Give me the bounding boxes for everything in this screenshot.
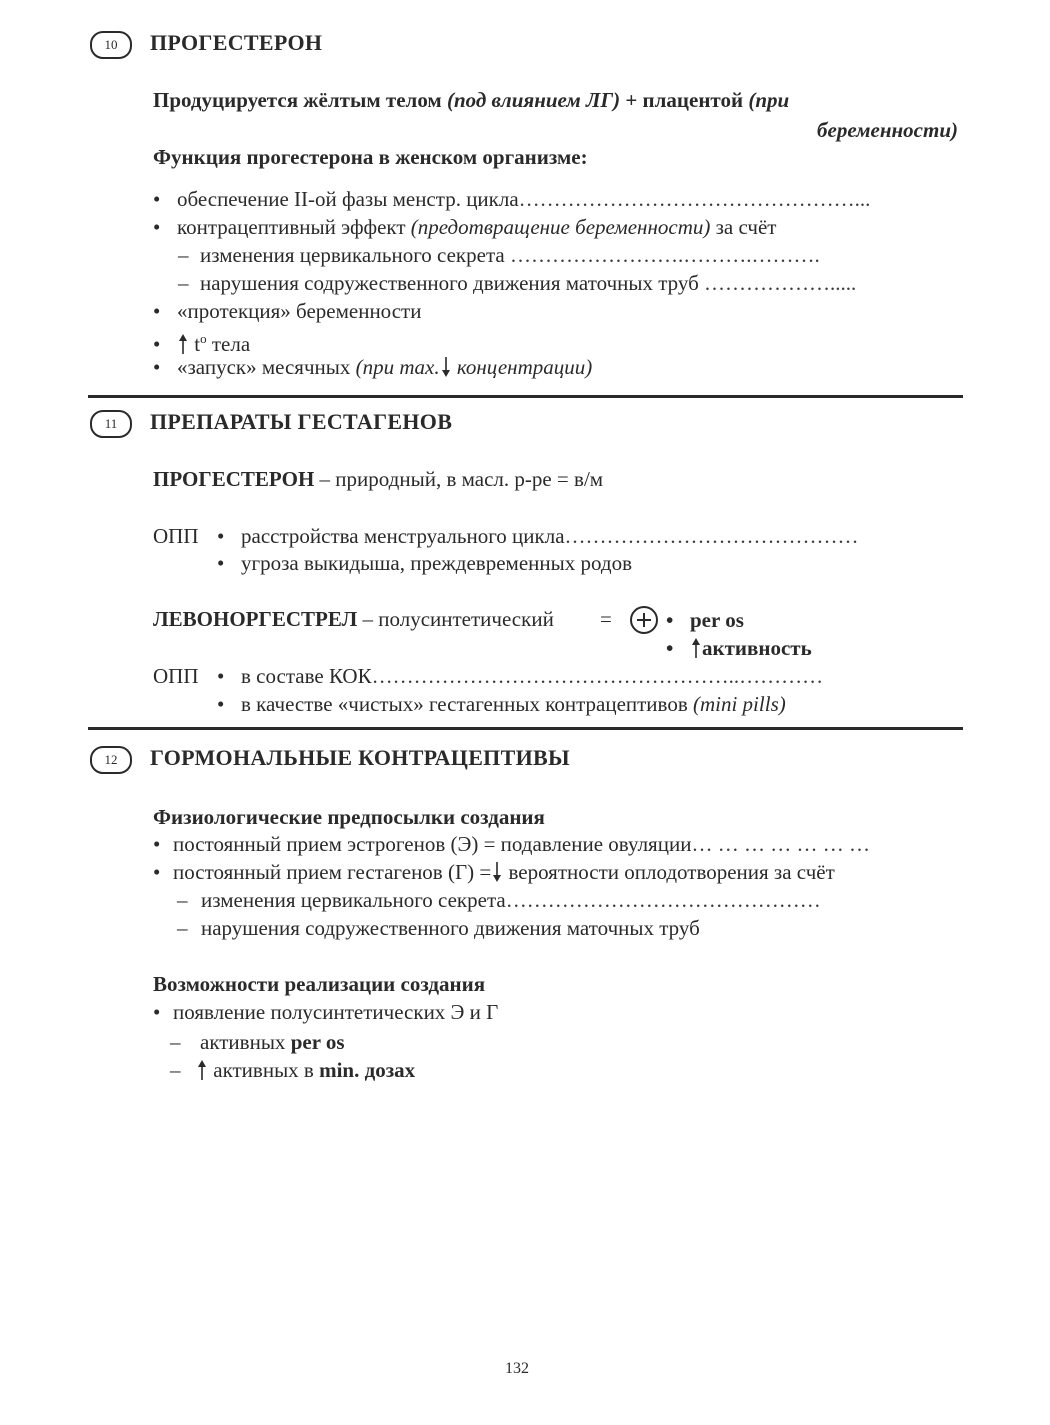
list-item: • в составе КОК……………………………………………..…………: [217, 664, 824, 688]
production-text: Продуцируется жёлтым телом: [153, 88, 442, 112]
arrow-up-icon: [690, 637, 702, 659]
arrow-up-icon: [196, 1059, 208, 1081]
list-item: • угроза выкидыша, преждевременных родов: [217, 551, 632, 575]
drug-progesterone: ПРОГЕСТЕРОН – природный, в масл. р-ре = в/м: [153, 467, 604, 491]
section-divider: [88, 395, 963, 398]
sub-list-item: – активных per os: [170, 1030, 345, 1054]
list-item: • контрацептивный эффект (предотвращение беременности) за счёт: [153, 215, 777, 239]
equals-sign: =: [600, 607, 612, 631]
section-title: ПРОГЕСТЕРОН: [150, 30, 323, 55]
sub-list-item: – нарушения содружественного движения маточных труб: [177, 916, 700, 940]
arrow-up-icon: [177, 333, 189, 355]
sub-list-item: – активных в min. дозах: [170, 1058, 416, 1082]
production-note: (под влиянием ЛГ): [446, 88, 621, 112]
page-number: 132: [505, 1360, 529, 1377]
sub-list-item: – изменения цервикального секрета………………………………………: [177, 888, 821, 912]
arrow-down-icon: [491, 861, 503, 883]
plus-circle-icon: [630, 606, 658, 634]
section-divider: [88, 727, 963, 730]
list-item: • расстройства менструального цикла……………………………………: [217, 524, 859, 548]
list-item: • $t^o$ тела: [153, 331, 251, 356]
list-item: • «протекция» беременности: [153, 299, 422, 323]
production-note-2: (при: [748, 88, 790, 112]
list-item: • появление полусинтетических Э и Г: [153, 1000, 499, 1024]
arrow-down-icon: [440, 356, 452, 378]
drug-levonorgestrel: ЛЕВОНОРГЕСТРЕЛ – полусинтетический: [153, 607, 554, 631]
list-item: • per os: [666, 608, 744, 632]
list-item: • обеспечение II-ой фазы менстр. цикла…………………………………………...: [153, 187, 871, 211]
sub-list-item: – нарушения содружественного движения маточных труб ……………….....: [178, 271, 857, 295]
production-note-continued: беременности): [817, 118, 958, 142]
section-number-badge: 11: [90, 410, 132, 438]
indications-label: ОПП: [153, 664, 199, 688]
production-line: [153, 88, 789, 112]
sub-list-item: – изменения цервикального секрета …………………….……….……….: [178, 243, 820, 267]
list-item: • активность: [666, 636, 812, 660]
list-item: • «запуск» месячных (при max. концентрации): [153, 355, 593, 379]
list-item: • постоянный прием эстрогенов (Э) = подавление овуляции… … … … … … …: [153, 832, 870, 856]
physiology-heading: Физиологические предпосылки создания: [153, 805, 545, 829]
section-title: ПРЕПАРАТЫ ГЕСТАГЕНОВ: [150, 409, 453, 434]
list-item: • постоянный прием гестагенов (Г) = вероятности оплодотворения за счёт: [153, 860, 835, 884]
production-text-2: + плацентой: [620, 88, 744, 112]
function-heading: Функция прогестерона в женском организме:: [153, 145, 588, 169]
section-number-badge: 12: [90, 746, 132, 774]
list-item: • в качестве «чистых» гестагенных контрацептивов (mini pills): [217, 692, 786, 716]
section-number-badge: 10: [90, 31, 132, 59]
indications-label: ОПП: [153, 524, 199, 548]
possibilities-heading: Возможности реализации создания: [153, 972, 486, 996]
section-title: ГОРМОНАЛЬНЫЕ КОНТРАЦЕПТИВЫ: [150, 745, 570, 770]
